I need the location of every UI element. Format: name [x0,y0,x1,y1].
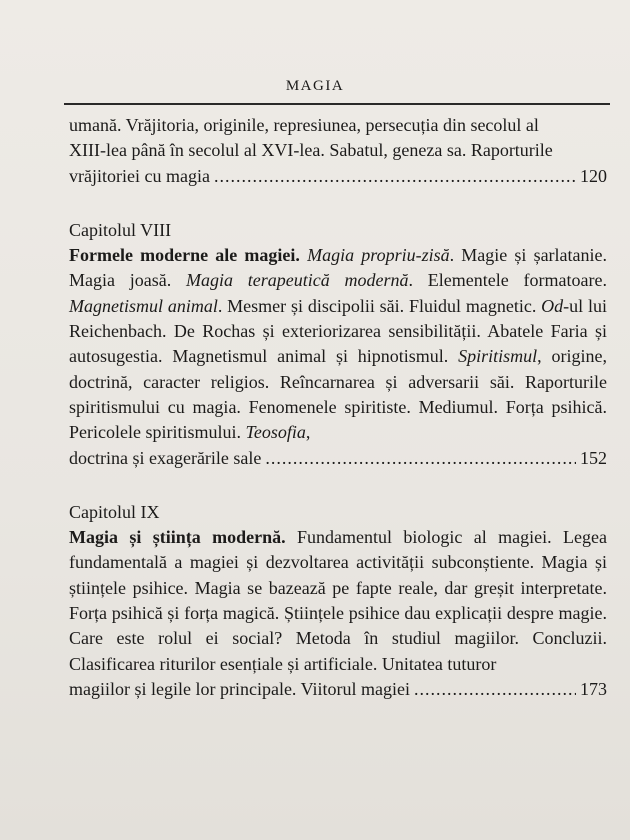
running-head: MAGIA [285,78,345,94]
page-number: 120 [580,165,607,186]
chapter-summary: Formele moderne ale magiei. Magia propriu-zisă. Magie și șarlatanie. Magia joasă. Magia terapeutică modernă. Elementele formatoare. Magnetismul animal. Mesmer și discipolii săi. Fluidul magnetic. Od-ul lui Reichenbach. De Rochas și exteriorizarea sensibilității. Abatele Faria și autosugestia. Magnetismul animal și hipnotismul. Spiritismul, origine, doctrină, caracter religios. Reîncarnarea și adversarii săi. Raporturile spiritismului cu magia. Fenomenele spiritiste. Mediumul. Forța psihică. Pericolele spiritismului. Teosofia, [69,245,608,443]
chapter-title: Formele moderne ale magiei. [69,245,300,266]
toc-entry-chapter-8 [69,218,607,471]
toc-leader-line [69,446,607,471]
dot-leader [265,446,576,471]
toc-entry-continuation [69,113,607,189]
chapter-label: Capitolul VIII [69,219,172,240]
intro-line-3: vrăjitoriei cu magia [69,165,210,186]
dot-leader [214,164,576,189]
chapter-label: Capitolul IX [69,501,160,522]
page-number: 173 [580,678,607,699]
toc-entry-chapter-9 [69,500,607,702]
chapter-title: Magia și știința modernă. [69,527,286,548]
intro-line-2: XIII-lea până în secolul al XVI-lea. Sabatul, geneza sa. Raporturile [69,140,553,161]
table-of-contents [69,113,607,702]
chapter-last-line: doctrina și exagerările sale [69,447,262,468]
page-number: 152 [580,447,607,468]
dot-leader [414,677,576,702]
toc-leader-line [69,164,607,189]
intro-line-1: umană. Vrăjitoria, originile, represiunea, persecuția din secolul al [69,115,539,135]
toc-leader-line [69,677,607,702]
header-rule [64,103,610,105]
chapter-last-line: magiilor și legile lor principale. Viitorul magiei [69,678,411,699]
chapter-summary: Magia și știința modernă. Fundamentul biologic al magiei. Legea fundamentală a magiei și dezvoltarea activității subconștiente. Magia și științele psihice. Magia se bazează pe fapte reale, dar greșit interpretate. Forța psihică și forța magică. Științele psihice dau explicații despre magie. Care este rolul ei social? Metoda în studiul magiilor. Concluzii. Clasificarea riturilor esențiale și artificiale. Unitatea tuturor [69,527,607,674]
